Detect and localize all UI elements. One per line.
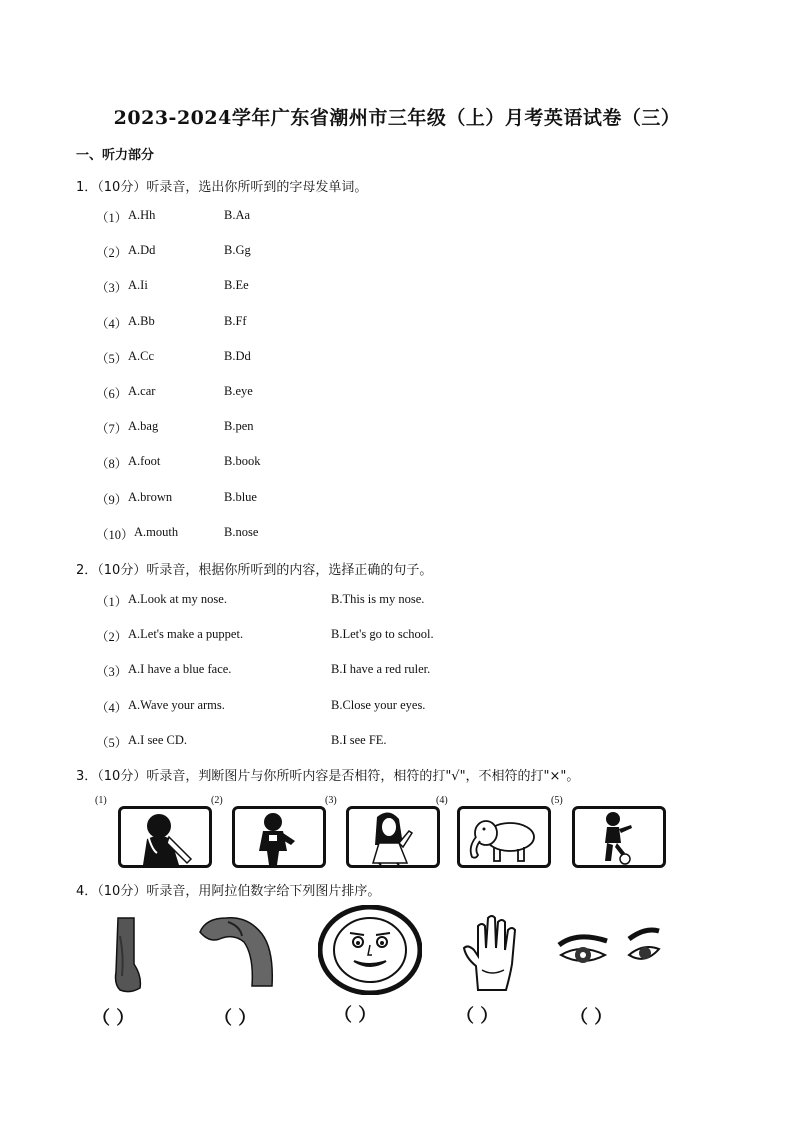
option-a[interactable]: A.foot — [128, 454, 161, 469]
option-a[interactable]: A.Hh — [128, 208, 156, 222]
picture-frame — [572, 806, 666, 868]
option-b[interactable]: B.pen — [224, 419, 254, 434]
option-a[interactable]: A.brown — [128, 489, 173, 504]
option-a[interactable]: A.Cc — [128, 348, 155, 363]
person-standing-icon — [235, 809, 323, 865]
picture-label: (5) — [551, 795, 563, 806]
option-b[interactable]: B.book — [224, 454, 261, 469]
picture-frame — [457, 806, 551, 868]
option-a[interactable]: A.Bb — [128, 313, 155, 328]
picture-label: (2) — [211, 795, 223, 806]
item-number: （4） — [96, 316, 128, 331]
answer-parentheses[interactable]: （ ） — [92, 1008, 135, 1029]
option-b[interactable]: B.I see FE. — [331, 732, 387, 747]
picture-label: (1) — [95, 795, 107, 806]
item-number: （3） — [96, 281, 128, 296]
item-number: （5） — [96, 735, 128, 750]
page-title: 2023-2024学年广东省潮州市三年级（上）月考英语试卷（三） — [113, 107, 681, 129]
arm-icon — [198, 910, 278, 990]
option-a[interactable]: A.mouth — [134, 524, 179, 539]
item-number: （2） — [96, 630, 128, 645]
item-number: （4） — [96, 700, 128, 715]
eyes-icon — [555, 925, 663, 975]
option-a[interactable]: A.car — [128, 384, 156, 398]
option-a[interactable]: A.I have a blue face. — [128, 662, 232, 677]
option-a[interactable]: A.Let's make a puppet. — [128, 627, 244, 642]
question-1-prompt: 1．（10分）听录音，选出你所听到的字母发单词。 — [76, 180, 368, 195]
picture-frame — [232, 806, 326, 868]
item-number: （10） — [96, 527, 134, 542]
option-a[interactable]: A.Wave your arms. — [128, 697, 225, 712]
option-b[interactable]: B.Ee — [224, 278, 249, 293]
option-a[interactable]: A.Ii — [128, 278, 148, 293]
option-b[interactable]: B.Dd — [224, 348, 251, 363]
girl-touching-ear-icon — [349, 809, 437, 865]
elephant-icon — [460, 809, 548, 865]
picture-frame — [346, 806, 440, 868]
question-2-prompt: 2．（10分）听录音，根据你所听到的内容，选择正确的句子。 — [76, 563, 433, 578]
option-b[interactable]: B.This is my nose. — [331, 592, 425, 606]
option-b[interactable]: B.Gg — [224, 243, 251, 258]
item-number: （1） — [96, 595, 128, 609]
section-heading-listening: 一、听力部分 — [76, 148, 155, 163]
picture-frame — [118, 806, 212, 868]
option-b[interactable]: B.Close your eyes. — [331, 697, 426, 712]
item-number: （8） — [96, 457, 128, 472]
option-b[interactable]: B.eye — [224, 384, 253, 398]
option-a[interactable]: A.Dd — [128, 243, 156, 258]
item-number: （1） — [96, 211, 128, 225]
answer-parentheses[interactable]: （ ） — [334, 1005, 377, 1026]
option-b[interactable]: B.Ff — [224, 313, 247, 328]
answer-parentheses[interactable]: （ ） — [570, 1007, 613, 1028]
person-touching-head-icon — [121, 809, 209, 865]
person-kicking-ball-icon — [575, 809, 663, 865]
item-number: （2） — [96, 246, 128, 261]
option-b[interactable]: B.Aa — [224, 208, 251, 222]
picture-label: (3) — [325, 795, 337, 806]
option-a[interactable]: A.bag — [128, 419, 159, 434]
item-number: （9） — [96, 492, 128, 507]
question-4-prompt: 4．（10分）听录音，用阿拉伯数字给下列图片排序。 — [76, 884, 381, 899]
item-number: （7） — [96, 422, 128, 437]
item-number: （6） — [96, 387, 128, 401]
option-b[interactable]: B.blue — [224, 489, 257, 504]
option-b[interactable]: B.nose — [224, 524, 259, 539]
picture-label: (4) — [436, 795, 448, 806]
answer-parentheses[interactable]: （ ） — [214, 1008, 257, 1029]
question-3-prompt: 3．（10分）听录音，判断图片与你所听内容是否相符，相符的打"√"，不相符的打"×"。 — [76, 769, 580, 784]
answer-parentheses[interactable]: （ ） — [456, 1006, 499, 1027]
option-b[interactable]: B.I have a red ruler. — [331, 662, 431, 677]
option-b[interactable]: B.Let's go to school. — [331, 627, 434, 642]
foot-icon — [106, 916, 146, 996]
option-a[interactable]: A.Look at my nose. — [128, 592, 227, 606]
hand-icon — [460, 914, 526, 992]
face-icon — [318, 905, 422, 995]
item-number: （3） — [96, 665, 128, 680]
item-number: （5） — [96, 351, 128, 366]
option-a[interactable]: A.I see CD. — [128, 732, 188, 747]
